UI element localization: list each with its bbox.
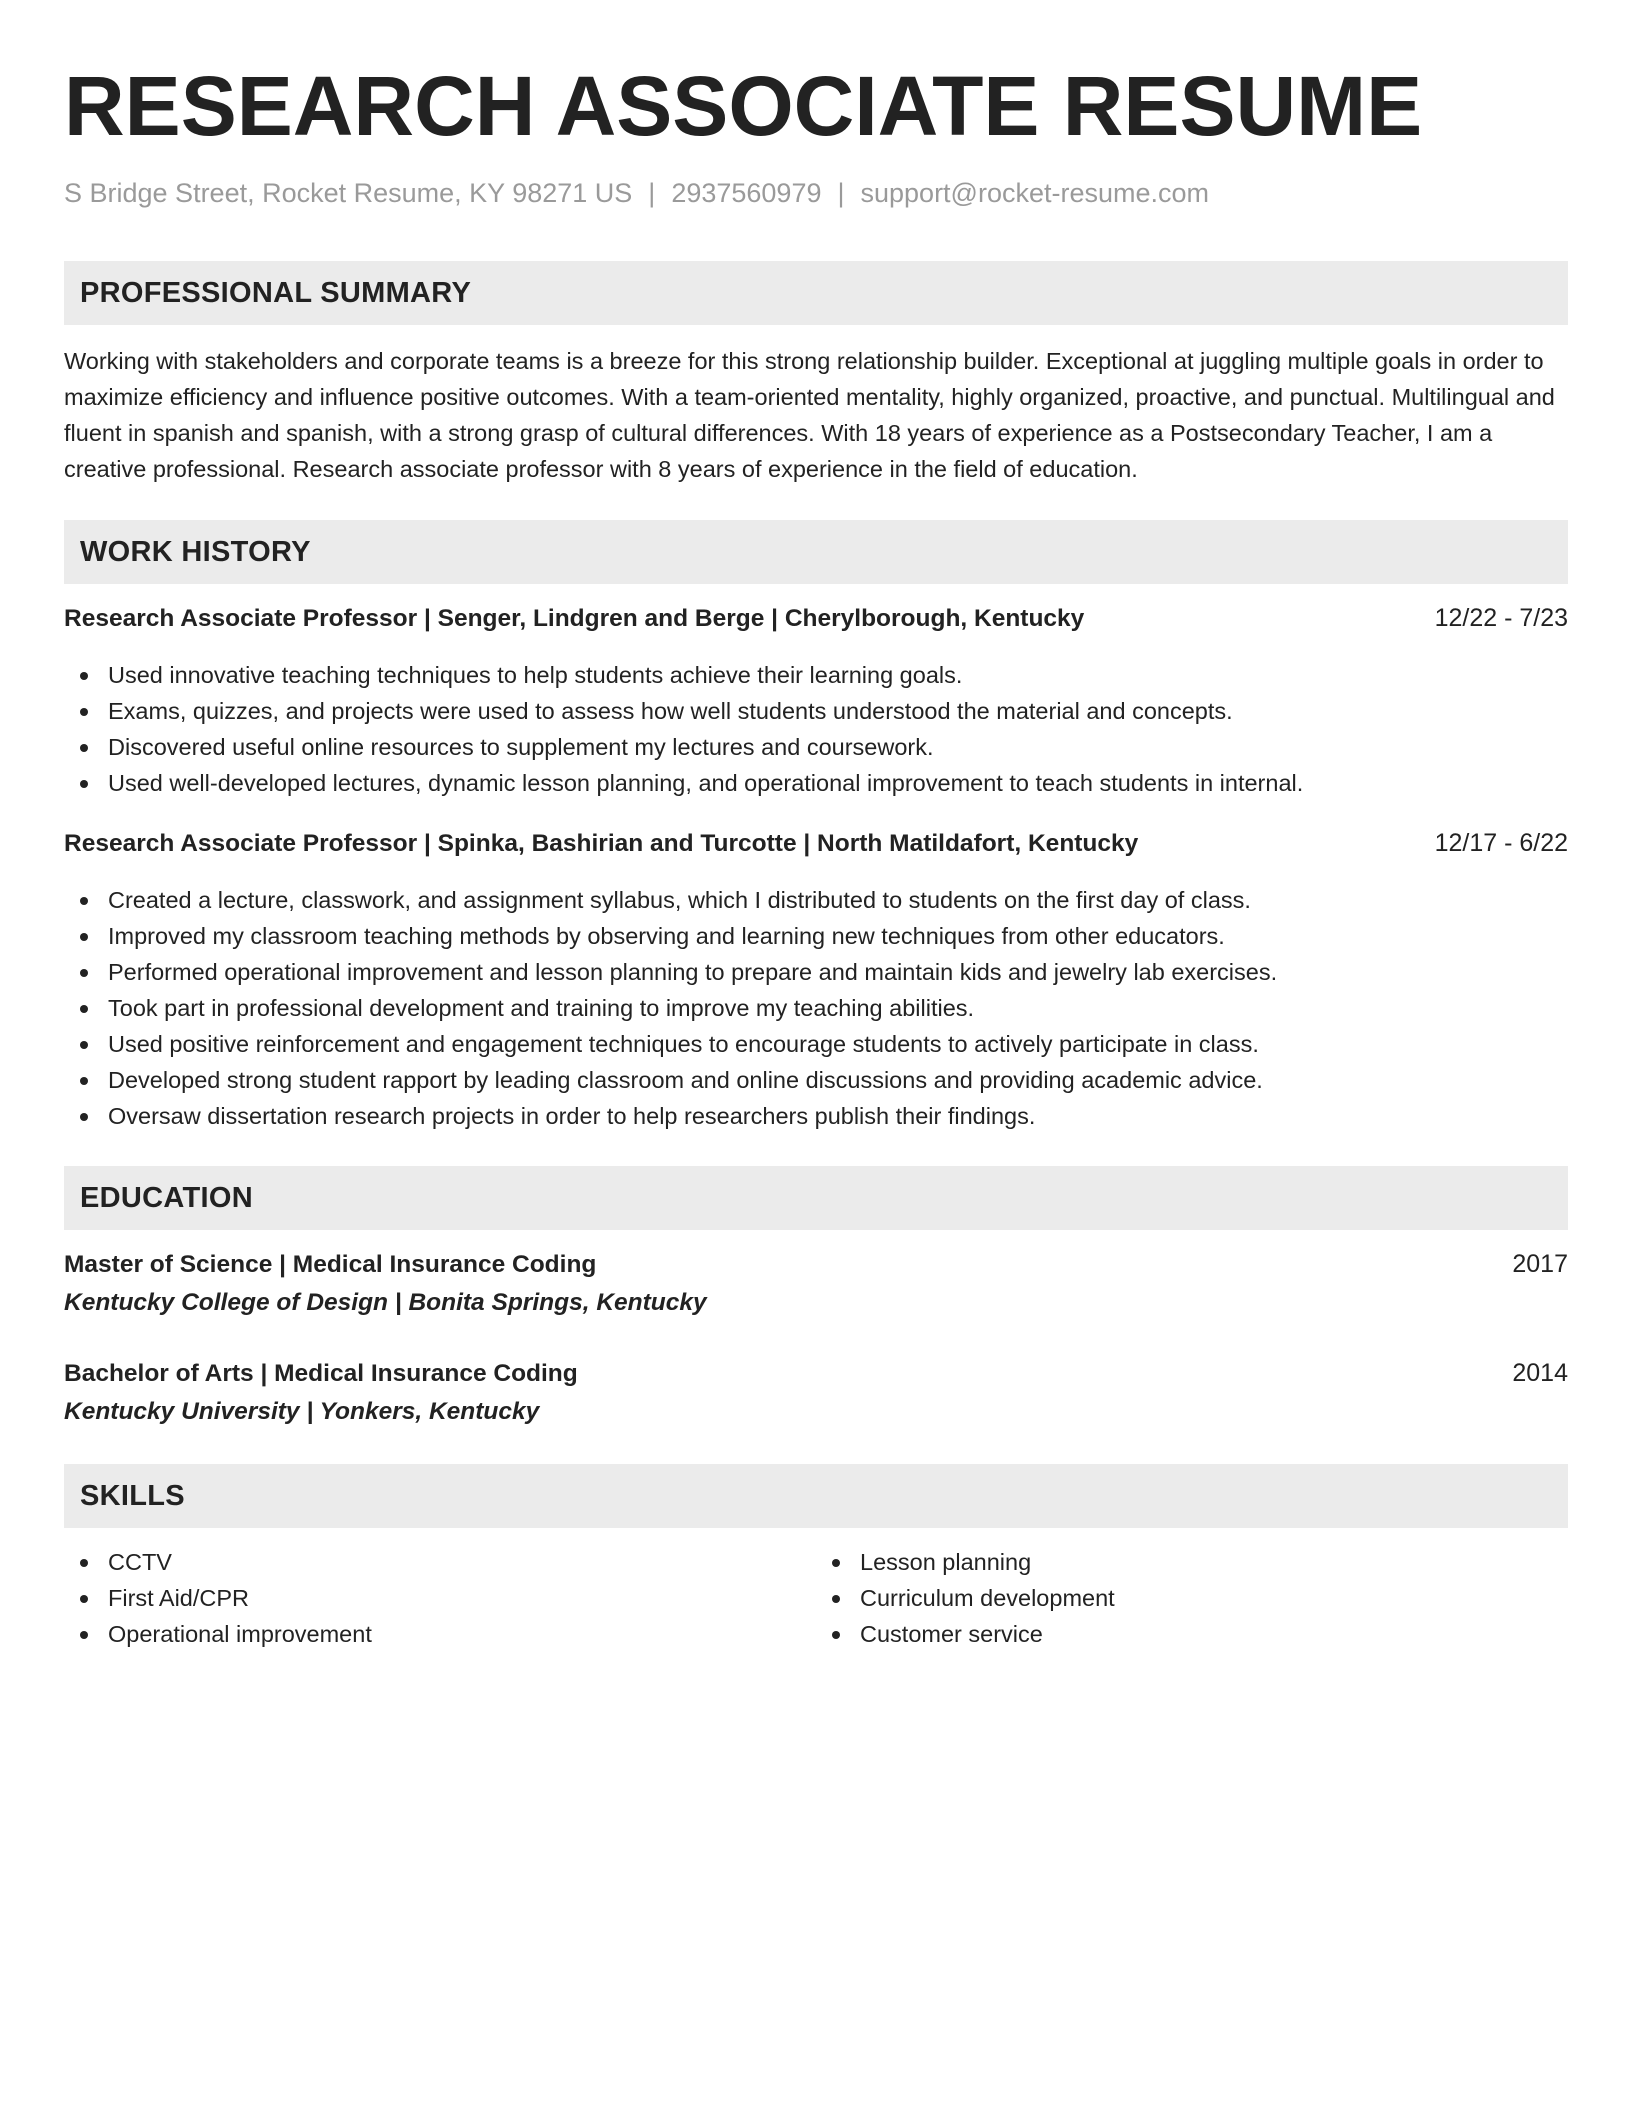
resume-title: RESEARCH ASSOCIATE RESUME [64,59,1423,153]
job-header [64,600,1568,637]
job-dates: 12/22 - 7/23 [1434,604,1568,632]
education-year: 2014 [1512,1359,1568,1387]
job-entry [64,825,1568,1134]
education-degree: Master of Science | Medical Insurance Coding [64,1251,597,1278]
skill-item: CCTV [64,1544,816,1580]
education-entry [64,1355,1568,1430]
contact-separator: | [837,178,845,208]
skills-column-right [816,1544,1568,1652]
section-heading-label: WORK HISTORY [80,535,311,568]
contact-separator: | [648,178,656,208]
contact-phone: 2937560979 [671,178,822,208]
job-bullet-list [64,657,1568,801]
education-entry [64,1246,1568,1321]
education-school: Kentucky College of Design | Bonita Springs, Kentucky [64,1289,707,1316]
education-year: 2017 [1512,1250,1568,1278]
skills-column-left [64,1544,816,1652]
job-bullet: Created a lecture, classwork, and assignment syllabus, which I distributed to students on the first day of class. [64,882,1568,918]
contact-email: support@rocket-resume.com [860,178,1210,208]
skill-item: Curriculum development [816,1580,1568,1616]
job-dates: 12/17 - 6/22 [1434,829,1568,857]
job-entry [64,600,1568,801]
education-header [64,1355,1568,1392]
job-bullet: Oversaw dissertation research projects in order to help researchers publish their findings. [64,1098,1568,1134]
skill-item: First Aid/CPR [64,1580,816,1616]
contact-address: S Bridge Street, Rocket Resume, KY 98271 US [64,178,633,208]
job-bullet: Discovered useful online resources to supplement my lectures and coursework. [64,729,1568,765]
summary-paragraph: Working with stakeholders and corporate teams is a breeze for this strong relationship builder. Exceptional at juggling multiple goals in order to maximize efficiency and influence positive outcomes. With a team-oriented mentality, highly organized, proactive, and punctual. Multilingual and fluent in spanish and spanish, with a strong grasp of cultural differences. With 18 years of experience as a Postsecondary Teacher, I am a creative professional. Research associate professor with 8 years of experience in the field of education. [64,348,1555,482]
education-header [64,1246,1568,1283]
job-bullet: Exams, quizzes, and projects were used to assess how well students understood the material and concepts. [64,693,1568,729]
section-heading-label: SKILLS [80,1479,185,1512]
job-bullet: Improved my classroom teaching methods by observing and learning new techniques from other educators. [64,918,1568,954]
education-school: Kentucky University | Yonkers, Kentucky [64,1398,540,1425]
skill-item: Lesson planning [816,1544,1568,1580]
job-bullet-list [64,882,1568,1134]
job-title: Research Associate Professor | Senger, Lindgren and Berge | Cherylborough, Kentucky [64,605,1085,632]
education-degree: Bachelor of Arts | Medical Insurance Coding [64,1360,578,1387]
skills-grid [64,1544,1568,1652]
job-bullet: Used well-developed lectures, dynamic lesson planning, and operational improvement to teach students in internal. [64,765,1568,801]
job-bullet: Used innovative teaching techniques to help students achieve their learning goals. [64,657,1568,693]
job-bullet: Used positive reinforcement and engagement techniques to encourage students to actively participate in class. [64,1026,1568,1062]
skill-item: Operational improvement [64,1616,816,1652]
job-header [64,825,1568,862]
section-heading-summary [64,261,1568,325]
job-title: Research Associate Professor | Spinka, Bashirian and Turcotte | North Matildafort, Kentucky [64,830,1139,857]
contact-line [64,176,1568,210]
job-bullet: Performed operational improvement and lesson planning to prepare and maintain kids and jewelry lab exercises. [64,954,1568,990]
section-heading-label: EDUCATION [80,1181,253,1214]
skill-item: Customer service [816,1616,1568,1652]
job-bullet: Developed strong student rapport by leading classroom and online discussions and providing academic advice. [64,1062,1568,1098]
section-heading-label: PROFESSIONAL SUMMARY [80,276,472,309]
section-heading-education [64,1166,1568,1230]
section-heading-work-history [64,520,1568,584]
section-heading-skills [64,1464,1568,1528]
job-bullet: Took part in professional development and training to improve my teaching abilities. [64,990,1568,1026]
